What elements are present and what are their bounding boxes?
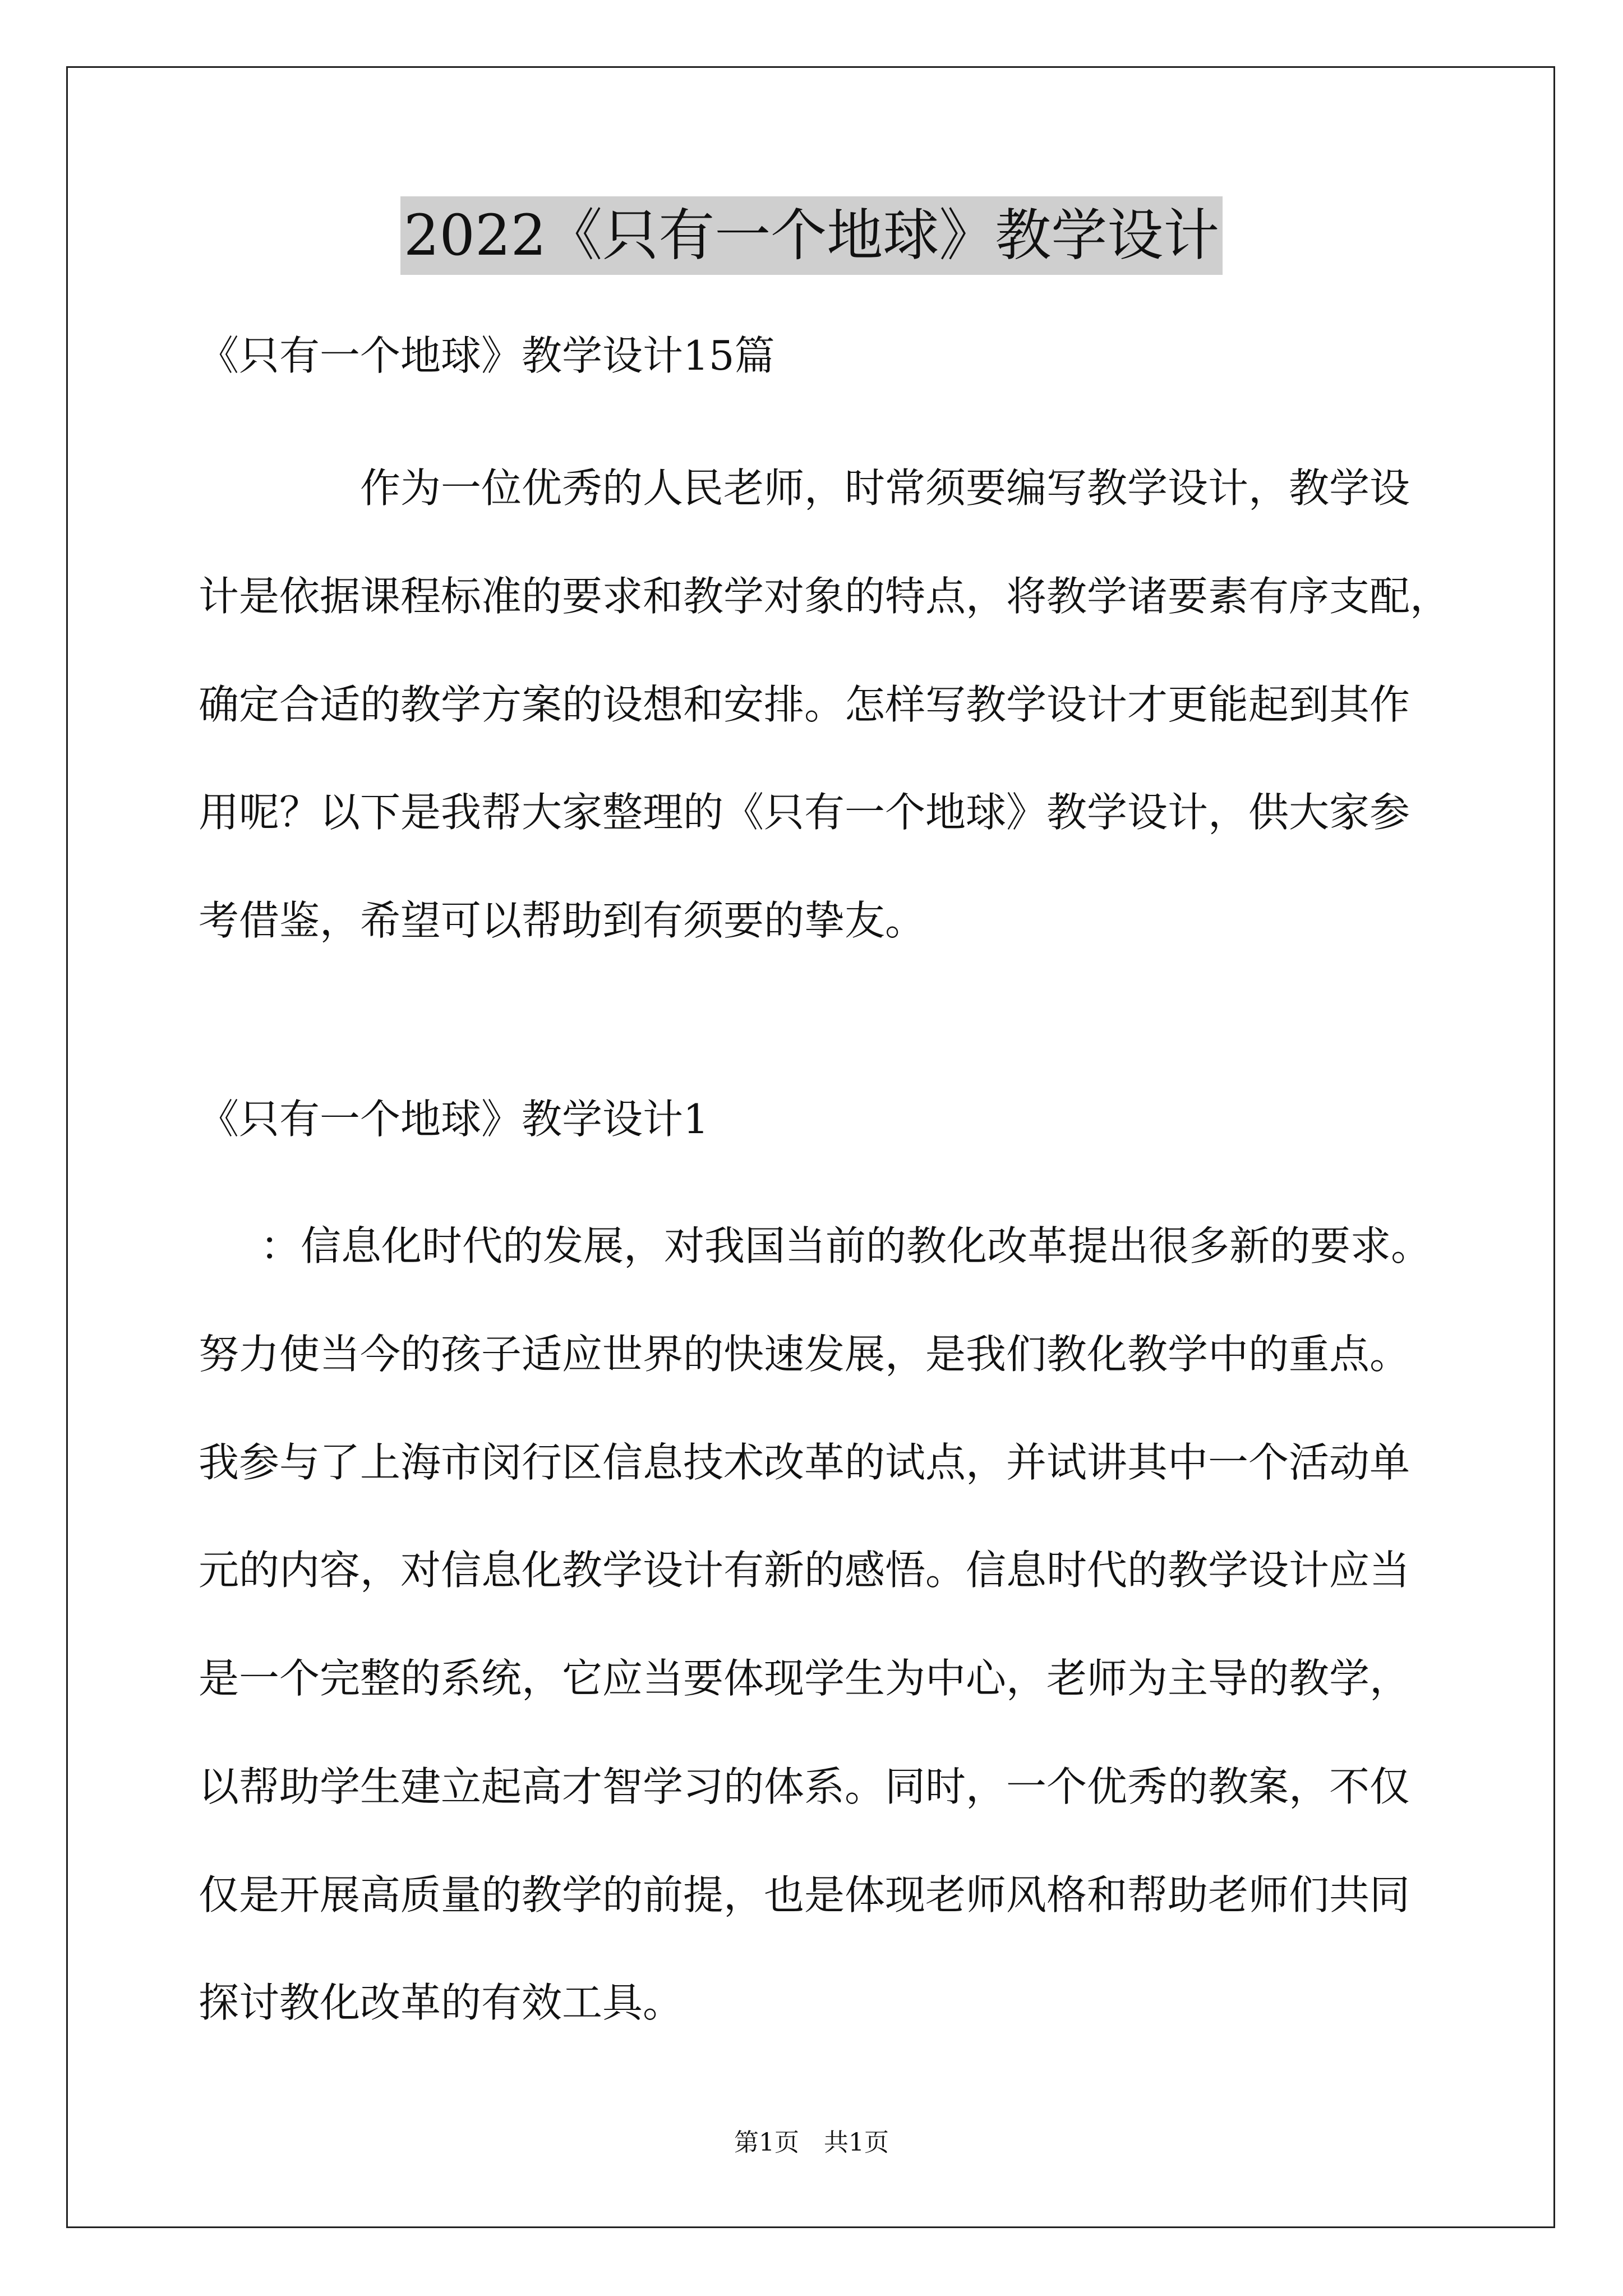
section1-line-6: 以帮助学生建立起高才智学习的体系。同时，一个优秀的教案，不仅 (199, 1763, 1410, 1810)
document-subtitle: 《只有一个地球》教学设计15篇 (199, 332, 775, 379)
section1-heading: 《只有一个地球》教学设计1 (199, 1096, 709, 1143)
intro-line-3: 确定合适的教学方案的设想和安排。怎样写教学设计才更能起到其作 (199, 681, 1410, 728)
section1-line-4: 元的内容，对信息化教学设计有新的感悟。信息时代的教学设计应当 (199, 1547, 1410, 1594)
section1-line-8: 探讨教化改革的有效工具。 (199, 1979, 684, 2026)
page-number: 第1页 共1页 (734, 2128, 889, 2157)
section1-line-5: 是一个完整的系统，它应当要体现学生为中心，老师为主导的教学， (199, 1655, 1410, 1702)
section1-line-3: 我参与了上海市闵行区信息技术改革的试点，并试讲其中一个活动单 (199, 1439, 1410, 1486)
intro-line-5: 考借鉴，希望可以帮助到有须要的挚友。 (199, 897, 926, 944)
intro-line-4: 用呢？以下是我帮大家整理的《只有一个地球》教学设计，供大家参 (199, 789, 1410, 836)
intro-line-2: 计是依据课程标准的要求和教学对象的特点，将教学诸要素有序支配， (199, 573, 1451, 620)
document-title-text: 2022《只有一个地球》教学设计 (400, 196, 1223, 275)
section1-line-1: ：信息化时代的发展，对我国当前的教化改革提出很多新的要求。 (260, 1222, 1432, 1269)
document-title (0, 196, 1623, 275)
intro-line-1: 作为一位优秀的人民老师，时常须要编写教学设计，教学设 (360, 464, 1410, 512)
section1-line-7: 仅是开展高质量的教学的前提，也是体现老师风格和帮助老师们共同 (199, 1871, 1410, 1918)
section1-line-2: 努力使当今的孩子适应世界的快速发展，是我们教化教学中的重点。 (199, 1331, 1410, 1378)
